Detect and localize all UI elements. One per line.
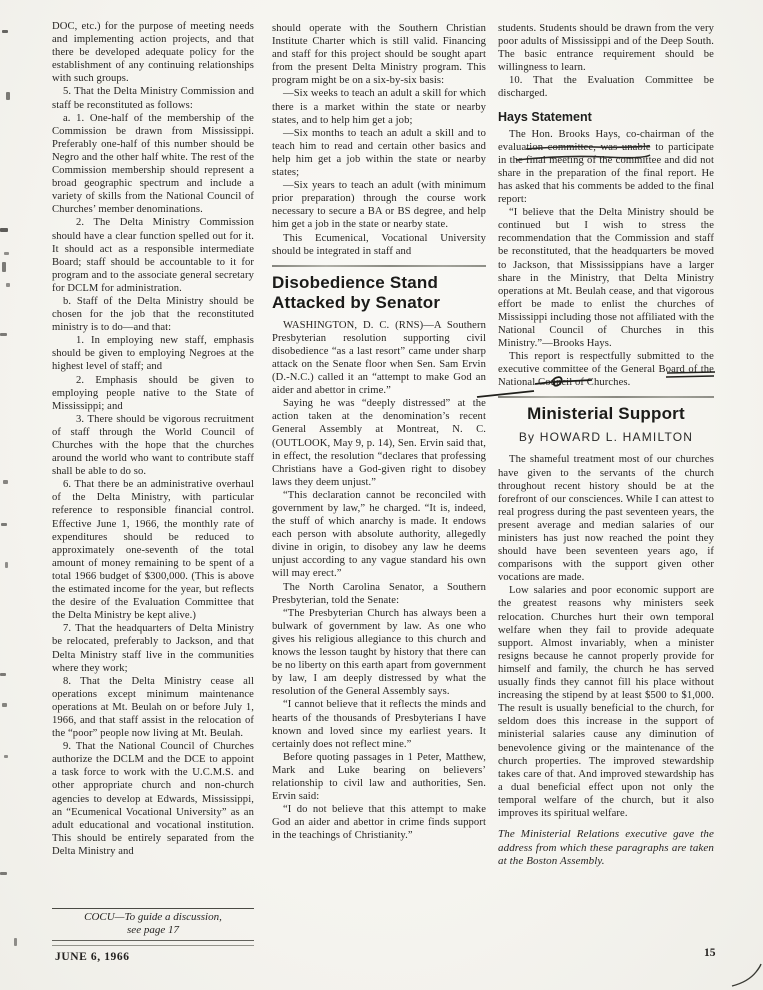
scan-artifact: [3, 480, 8, 484]
paragraph: The Hon. Brooks Hays, co-chairman of the evaluation committee, was unable to participate in the final meeting of the committee and did not share in the preparation of the final report. He has asked that his comments be added to the final report:: [498, 128, 714, 206]
paragraph: Saying he was “deeply distressed” at the action taken at the denomination’s recent General Assembly at Montreat, N. C. (OUTLOOK, May 9, p. 14), Sen. Ervin said that, in effect, the resolution “declares that professing Christians have a God-given right to disobey laws they deem unjust.”: [272, 398, 486, 488]
scan-artifact: [1, 523, 7, 526]
rule: [52, 940, 254, 946]
paragraph: —Six years to teach an adult (with minimum prior preparation) through the course work necessary to secure a BA or BS degree, and help him get a job in the state or nearby state.: [272, 180, 486, 231]
paragraph: —Six months to teach an adult a skill and to teach him to read and certain other basics and help him get a job within the state or nearby states;: [272, 127, 486, 179]
paragraph: b. Staff of the Delta Ministry should be chosen for the job that the reconstituted ministry is to do—and that:: [52, 295, 254, 334]
paragraph: 2. Emphasis should be given to employing people native to the State of Mississippi; and: [52, 374, 254, 412]
paragraph: 6. That there be an administrative overhaul of the Delta Ministry, with particular reference to responsible financial control. Effective June 1, 1966, the monthly rate of expenditures should be reduced to approximately one-seventh of the total amount of money remaining to be spent of a total 1966 budget of $300,000. (This is above the estimated income for the year, but reflects the desire of the Evaluation Committee that the Delta Ministry be kept alive.): [52, 479, 254, 622]
scan-artifact: [0, 228, 8, 232]
scan-artifact: [14, 938, 17, 946]
page-number: 15: [704, 947, 716, 959]
cocu-teaser-line2: see page 17: [127, 923, 179, 936]
paragraph: 2. The Delta Ministry Commission should have a clear function spelled out for it. It should act as a responsible intermediate Board; staff should be accountable to it for program and to the associate general secretary for DCLM for administration.: [52, 217, 254, 294]
paragraph: WASHINGTON, D. C. (RNS)—A Southern Presbyterian resolution supporting civil disobedience “as a last resort” came under sharp attack on the Senate floor when Sen. Sam Ervin (D.-N.C.) called it an “attempt to make God an aider and abettor in crime.”: [272, 319, 486, 397]
paragraph: a. 1. One-half of the membership of the Commission be drawn from Mississippi. Preferably one-half of this number should be Negro and the other half white. The rest of the Commission membership should represent a broad geographic spectrum and include a variety of skills from the National Council of Churches’ member denominations.: [52, 112, 254, 216]
scan-artifact: [0, 673, 6, 676]
article-title-line1: Disobedience Stand: [272, 272, 439, 292]
scan-artifact: [2, 703, 7, 707]
scan-artifact: [6, 92, 10, 100]
byline: By HOWARD L. HAMILTON: [518, 430, 694, 445]
paragraph: “The Presbyterian Church has always been a bulwark of government by law. As one who gives his religious allegiance to this church and knows the lesson taught by history that there can be no liberty on this earth apart from government by law, I am deeply distressed by what the resolution of the General Assembly says.: [272, 607, 486, 698]
paragraph: “I do not believe that this attempt to make God an aider and abettor in crime finds support in the teachings of Christianity.”: [272, 804, 486, 842]
column-1: [52, 20, 254, 858]
paragraph: should operate with the Southern Christian Institute Charter which is still valid. Financing and staff for this project should be sought apart from the present Delta Ministry program. This program might be on a six-by-six basis:: [272, 23, 486, 87]
paragraph: 9. That the National Council of Churches authorize the DCLM and the DCE to appoint a task force to work with the U.C.M.S. and other appropriate church and non-church agencies to develop at Edwards, Mississippi, an “Ecumenical Vocational University” as an adult educational and vocational institution. This should be entirely separated from the Delta Ministry and: [52, 741, 254, 857]
paragraph: 3. There should be vigorous recruitment of staff through the World Council of Churches with the hope that the churches around the world who want to contribute staff shall be able to do so.: [52, 413, 254, 478]
scan-artifact: [4, 755, 8, 758]
paragraph: This report is respectfully submitted to the executive committee of the General Board of the National Council of Churches.: [498, 351, 714, 389]
closing-note: The Ministerial Relations executive gave the address from which these paragraphs are taken at the Boston Assembly.: [498, 828, 714, 868]
scan-artifact: [2, 262, 6, 272]
paragraph: 8. That the Delta Ministry cease all operations except minimum maintenance operations at Mt. Beulah on or before July 1, 1966, and that staff assist in the relocation of the “poor” people now living at Mt. Beulah.: [52, 675, 254, 740]
paragraph: Before quoting passages in 1 Peter, Matthew, Mark and Luke bearing on believers’ relationship to civil law and authorities, Sen. Ervin said:: [272, 751, 486, 803]
rule: [52, 908, 254, 909]
paragraph: DOC, etc.) for the purpose of meeting needs and implementing action projects, and that there be developed adequate policy for the establishment of any continuing relationships with such groups.: [52, 21, 254, 85]
paragraph: “I cannot believe that it reflects the minds and hearts of the thousands of Presbyterians I have known and loved since my earliest years. It certainly does not reflect mine.”: [272, 699, 486, 750]
paragraph: students. Students should be drawn from the very poor adults of Mississippi and of the Deep South. The basic entrance requirement should be willingness to learn.: [498, 23, 714, 74]
scan-artifact: [0, 333, 7, 336]
paragraph: 1. In employing new staff, emphasis should be given to employing Negroes at the highest level of staff; and: [52, 335, 254, 373]
paragraph: 7. That the headquarters of Delta Ministry be relocated, preferably to Jackson, and that Delta Ministry staff live in the communities where they work;: [52, 623, 254, 674]
cocu-teaser-box: [52, 908, 254, 946]
pen-mark-bottom-right: [730, 962, 763, 988]
paragraph: “This declaration cannot be reconciled with government by law,” he charged. “It is, indeed, the stuff of which anarchy is made. It endows each person with absolute authority, allegedly divine in origin, to disobey any law he deems unjust according to any vague standard his own will may erect.”: [272, 489, 486, 580]
scan-artifact: [0, 872, 7, 875]
scan-artifact: [2, 30, 8, 33]
paragraph: —Six weeks to teach an adult a skill for which there is a market within the state or nearby states, and to help him get a job;: [272, 88, 486, 126]
scan-artifact: [4, 252, 9, 255]
issue-date: JUNE 6, 1966: [55, 951, 130, 963]
ministerial-support-title: Ministerial Support: [527, 404, 685, 424]
column-3: [498, 22, 714, 869]
scan-artifact: [5, 562, 8, 568]
paragraph: 10. That the Evaluation Committee be discharged.: [498, 75, 714, 100]
article-divider: [272, 265, 486, 267]
article-title: [272, 273, 486, 313]
paragraph: This Ecumenical, Vocational University should be integrated in staff and: [272, 232, 486, 257]
cocu-teaser-line1: COCU—To guide a discussion,: [84, 911, 222, 923]
paragraph: The North Carolina Senator, a Southern Presbyterian, told the Senate:: [272, 581, 486, 606]
article-divider: [498, 396, 714, 398]
paragraph: 5. That the Delta Ministry Commission and staff be reconstituted as follows:: [52, 86, 254, 111]
paragraph: Low salaries and poor economic support are the greatest reasons why ministers seek relocation. Churches hurt their own temporal welfare when they fail to provide adequate support. Almost invariably, when a minister resigns because he cannot properly provide for himself and family, the church he has served usually finds they cannot fill his place without increasing the stipend by at least $500 to $1,000. The result is usually beneficial to the church, for seldom does this increase in the support of ministerial salaries cause any diminution of benevolence giving or the maintenance of the church properties. The improved stewardship takes care of that. And improved stewardship has a dual beneficial effect upon not only the temporal welfare of the church, but it also improves its spiritual welfare.: [498, 585, 714, 819]
paragraph: The shameful treatment most of our churches have given to the servants of the church throughout recent history should be at the forefront of our consciences. While I can attest to real progress during the past seventeen years, the present average and median salaries of our ministers has just now reached the point they should have been seventeen years ago, if comparisons with the support given other vocations are made.: [498, 454, 714, 584]
scan-artifact: [6, 283, 10, 287]
article-title-line2: Attacked by Senator: [272, 292, 441, 312]
hays-statement-heading: Hays Statement: [498, 109, 592, 124]
paragraph: “I believe that the Delta Ministry should be continued but I wish to stress the recommendation that the Commission and staff be reconstituted, that the headquarters be moved to Jackson, that Mississippians have a larger share in the Ministry, that Delta Ministry operations at Mt. Beulah cease, and that vigorous effort be made to enlist the churches of Mississippi including those not affiliated with the National Council of Churches in this Ministry.”—Brooks Hays.: [498, 207, 714, 350]
column-2: [272, 22, 486, 842]
